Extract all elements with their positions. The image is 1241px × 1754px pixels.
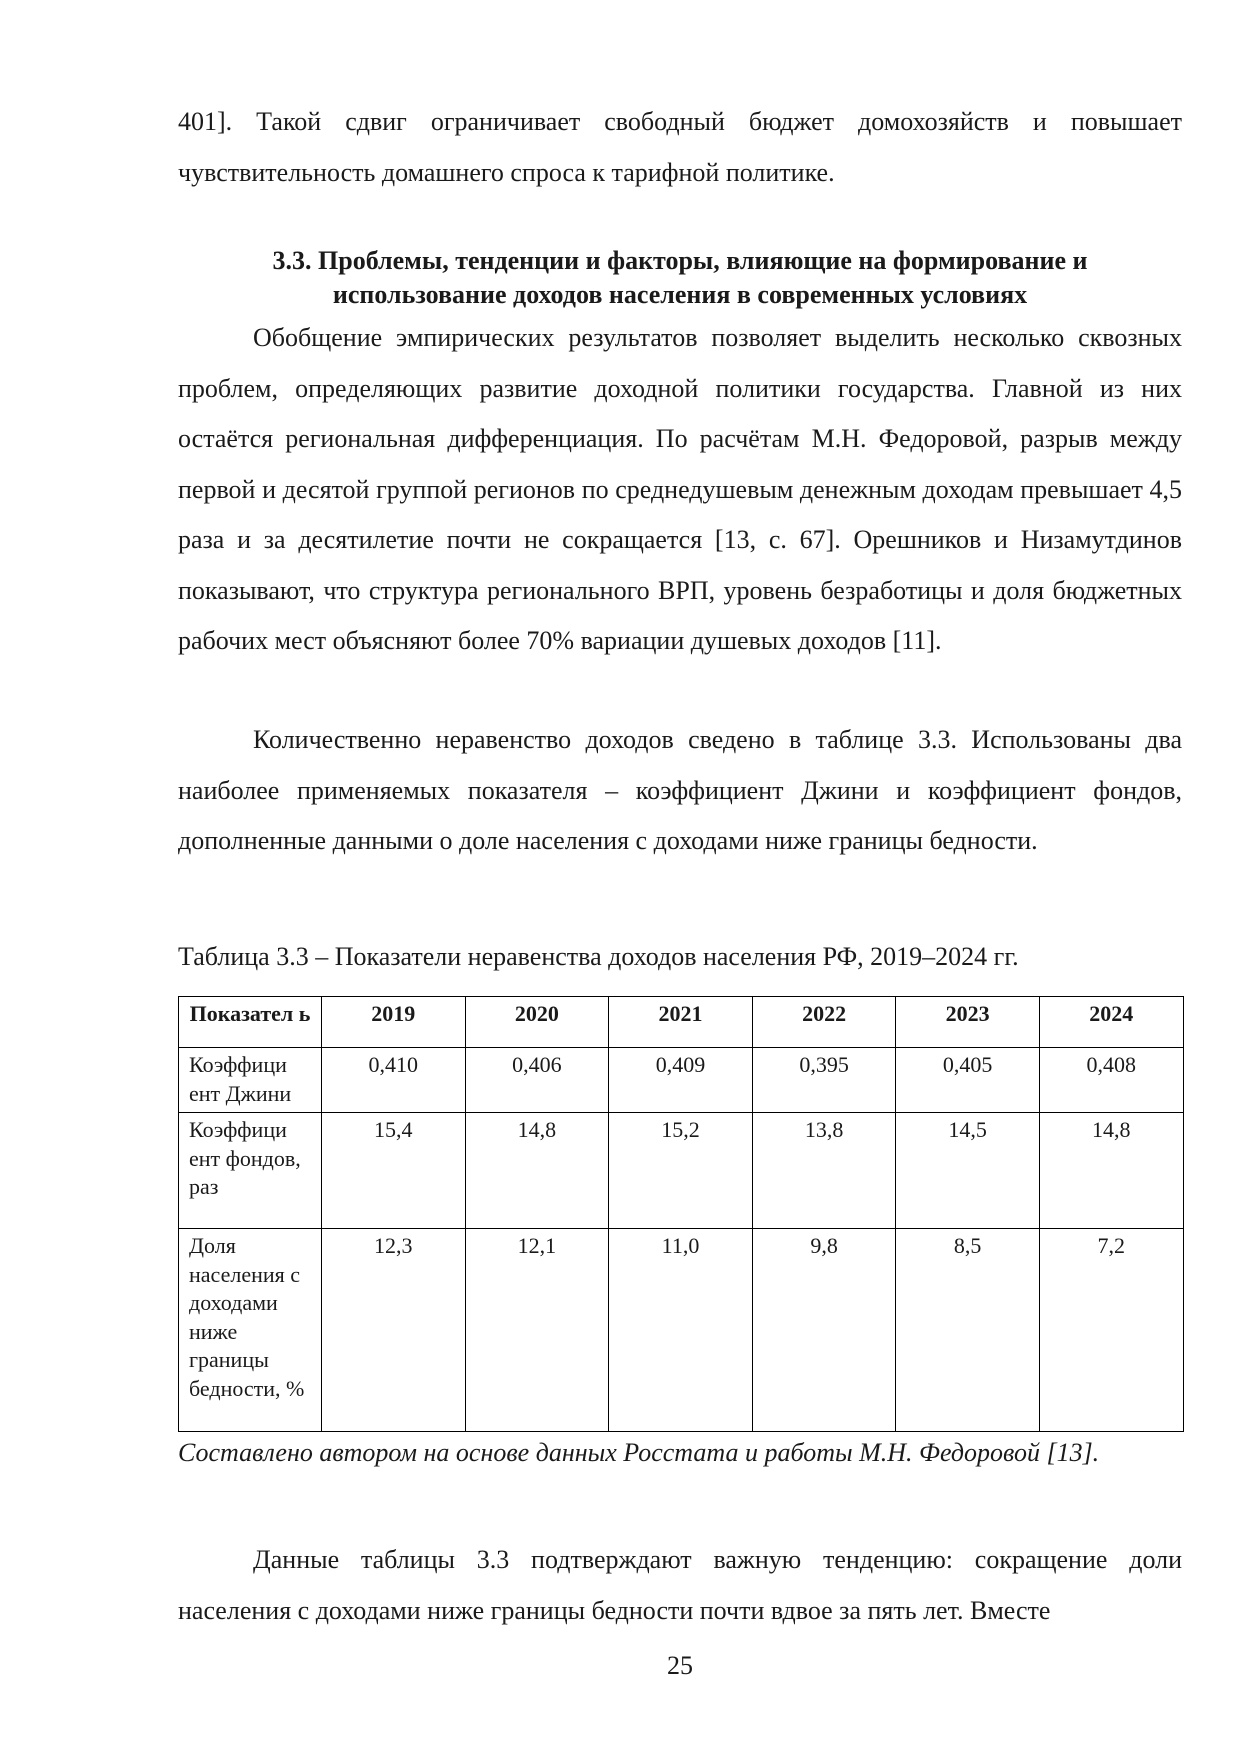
table-row bbox=[179, 1048, 1184, 1113]
table-cell: 9,8 bbox=[752, 1229, 896, 1432]
table-cell: 14,8 bbox=[465, 1113, 609, 1229]
table-row-label: Коэффици ент фондов, раз bbox=[179, 1113, 322, 1229]
document-page bbox=[178, 0, 1182, 1754]
paragraph-table-conclusion: Данные таблицы 3.3 подтверждают важную тенденцию: сокращение доли населения с доходами ниже границы бедности почти вдвое за пять лет. Вместе bbox=[178, 1545, 1182, 1625]
table-source-note: Составлено автором на основе данных Росстата и работы М.Н. Федоровой [13]. bbox=[178, 1438, 1100, 1467]
table-header-cell: 2020 bbox=[465, 997, 609, 1048]
table-row bbox=[179, 1113, 1184, 1229]
section-heading-line-2: использование доходов населения в современных условиях bbox=[332, 280, 1028, 309]
table-cell: 0,408 bbox=[1039, 1048, 1183, 1113]
paragraph-regional-differentiation: Обобщение эмпирических результатов позволяет выделить несколько сквозных проблем, определяющих развитие доходной политики государства. Главной из них остаётся региональная дифференциация. По расчётам М.Н. Федоровой, разрыв между первой и десятой группой регионов по среднедушевым денежным доходам превышает 4,5 раза и за десятилетие почти не сокращается [13, с. 67]. Орешников и Низамутдинов показывают, что структура регионального ВРП, уровень безработицы и доля бюджетных рабочих мест объясняют более 70% вариации душевых доходов [11]. bbox=[178, 323, 1182, 655]
table-header-cell: Показател ь bbox=[179, 997, 322, 1048]
section-heading bbox=[178, 244, 1182, 312]
table-cell: 0,410 bbox=[322, 1048, 466, 1113]
table-row bbox=[179, 1229, 1184, 1432]
table-header-cell: 2021 bbox=[609, 997, 753, 1048]
table-header-cell: 2022 bbox=[752, 997, 896, 1048]
table-header-cell: 2019 bbox=[322, 997, 466, 1048]
table-cell: 13,8 bbox=[752, 1113, 896, 1229]
table-cell: 12,1 bbox=[465, 1229, 609, 1432]
table-cell: 12,3 bbox=[322, 1229, 466, 1432]
table-cell: 0,395 bbox=[752, 1048, 896, 1113]
table-cell: 0,405 bbox=[896, 1048, 1040, 1113]
table-cell: 14,5 bbox=[896, 1113, 1040, 1229]
table-cell: 0,406 bbox=[465, 1048, 609, 1113]
inequality-table bbox=[178, 996, 1184, 1432]
table-header-row bbox=[179, 997, 1184, 1048]
table-caption: Таблица 3.3 – Показатели неравенства доходов населения РФ, 2019–2024 гг. bbox=[178, 942, 1019, 971]
table-cell: 14,8 bbox=[1039, 1113, 1183, 1229]
table-header-cell: 2024 bbox=[1039, 997, 1183, 1048]
table-header-cell: 2023 bbox=[896, 997, 1040, 1048]
section-heading-line-1: 3.3. Проблемы, тенденции и факторы, влияющие на формирование и bbox=[272, 246, 1088, 275]
paragraph-inequality-intro: Количественно неравенство доходов сведено в таблице 3.3. Использованы два наиболее применяемых показателя – коэффициент Джини и коэффициент фондов, дополненные данными о доле населения с доходами ниже границы бедности. bbox=[178, 725, 1182, 855]
table-row-label: Доля населения с доходами ниже границы бедности, % bbox=[179, 1229, 322, 1432]
table-row-label: Коэффици ент Джини bbox=[179, 1048, 322, 1113]
table-cell: 15,2 bbox=[609, 1113, 753, 1229]
table-cell: 7,2 bbox=[1039, 1229, 1183, 1432]
page-number: 25 bbox=[667, 1651, 693, 1680]
table-cell: 15,4 bbox=[322, 1113, 466, 1229]
intro-paragraph: 401]. Такой сдвиг ограничивает свободный бюджет домохозяйств и повышает чувствительность домашнего спроса к тарифной политике. bbox=[178, 107, 1182, 187]
table-cell: 0,409 bbox=[609, 1048, 753, 1113]
table-cell: 8,5 bbox=[896, 1229, 1040, 1432]
table-cell: 11,0 bbox=[609, 1229, 753, 1432]
